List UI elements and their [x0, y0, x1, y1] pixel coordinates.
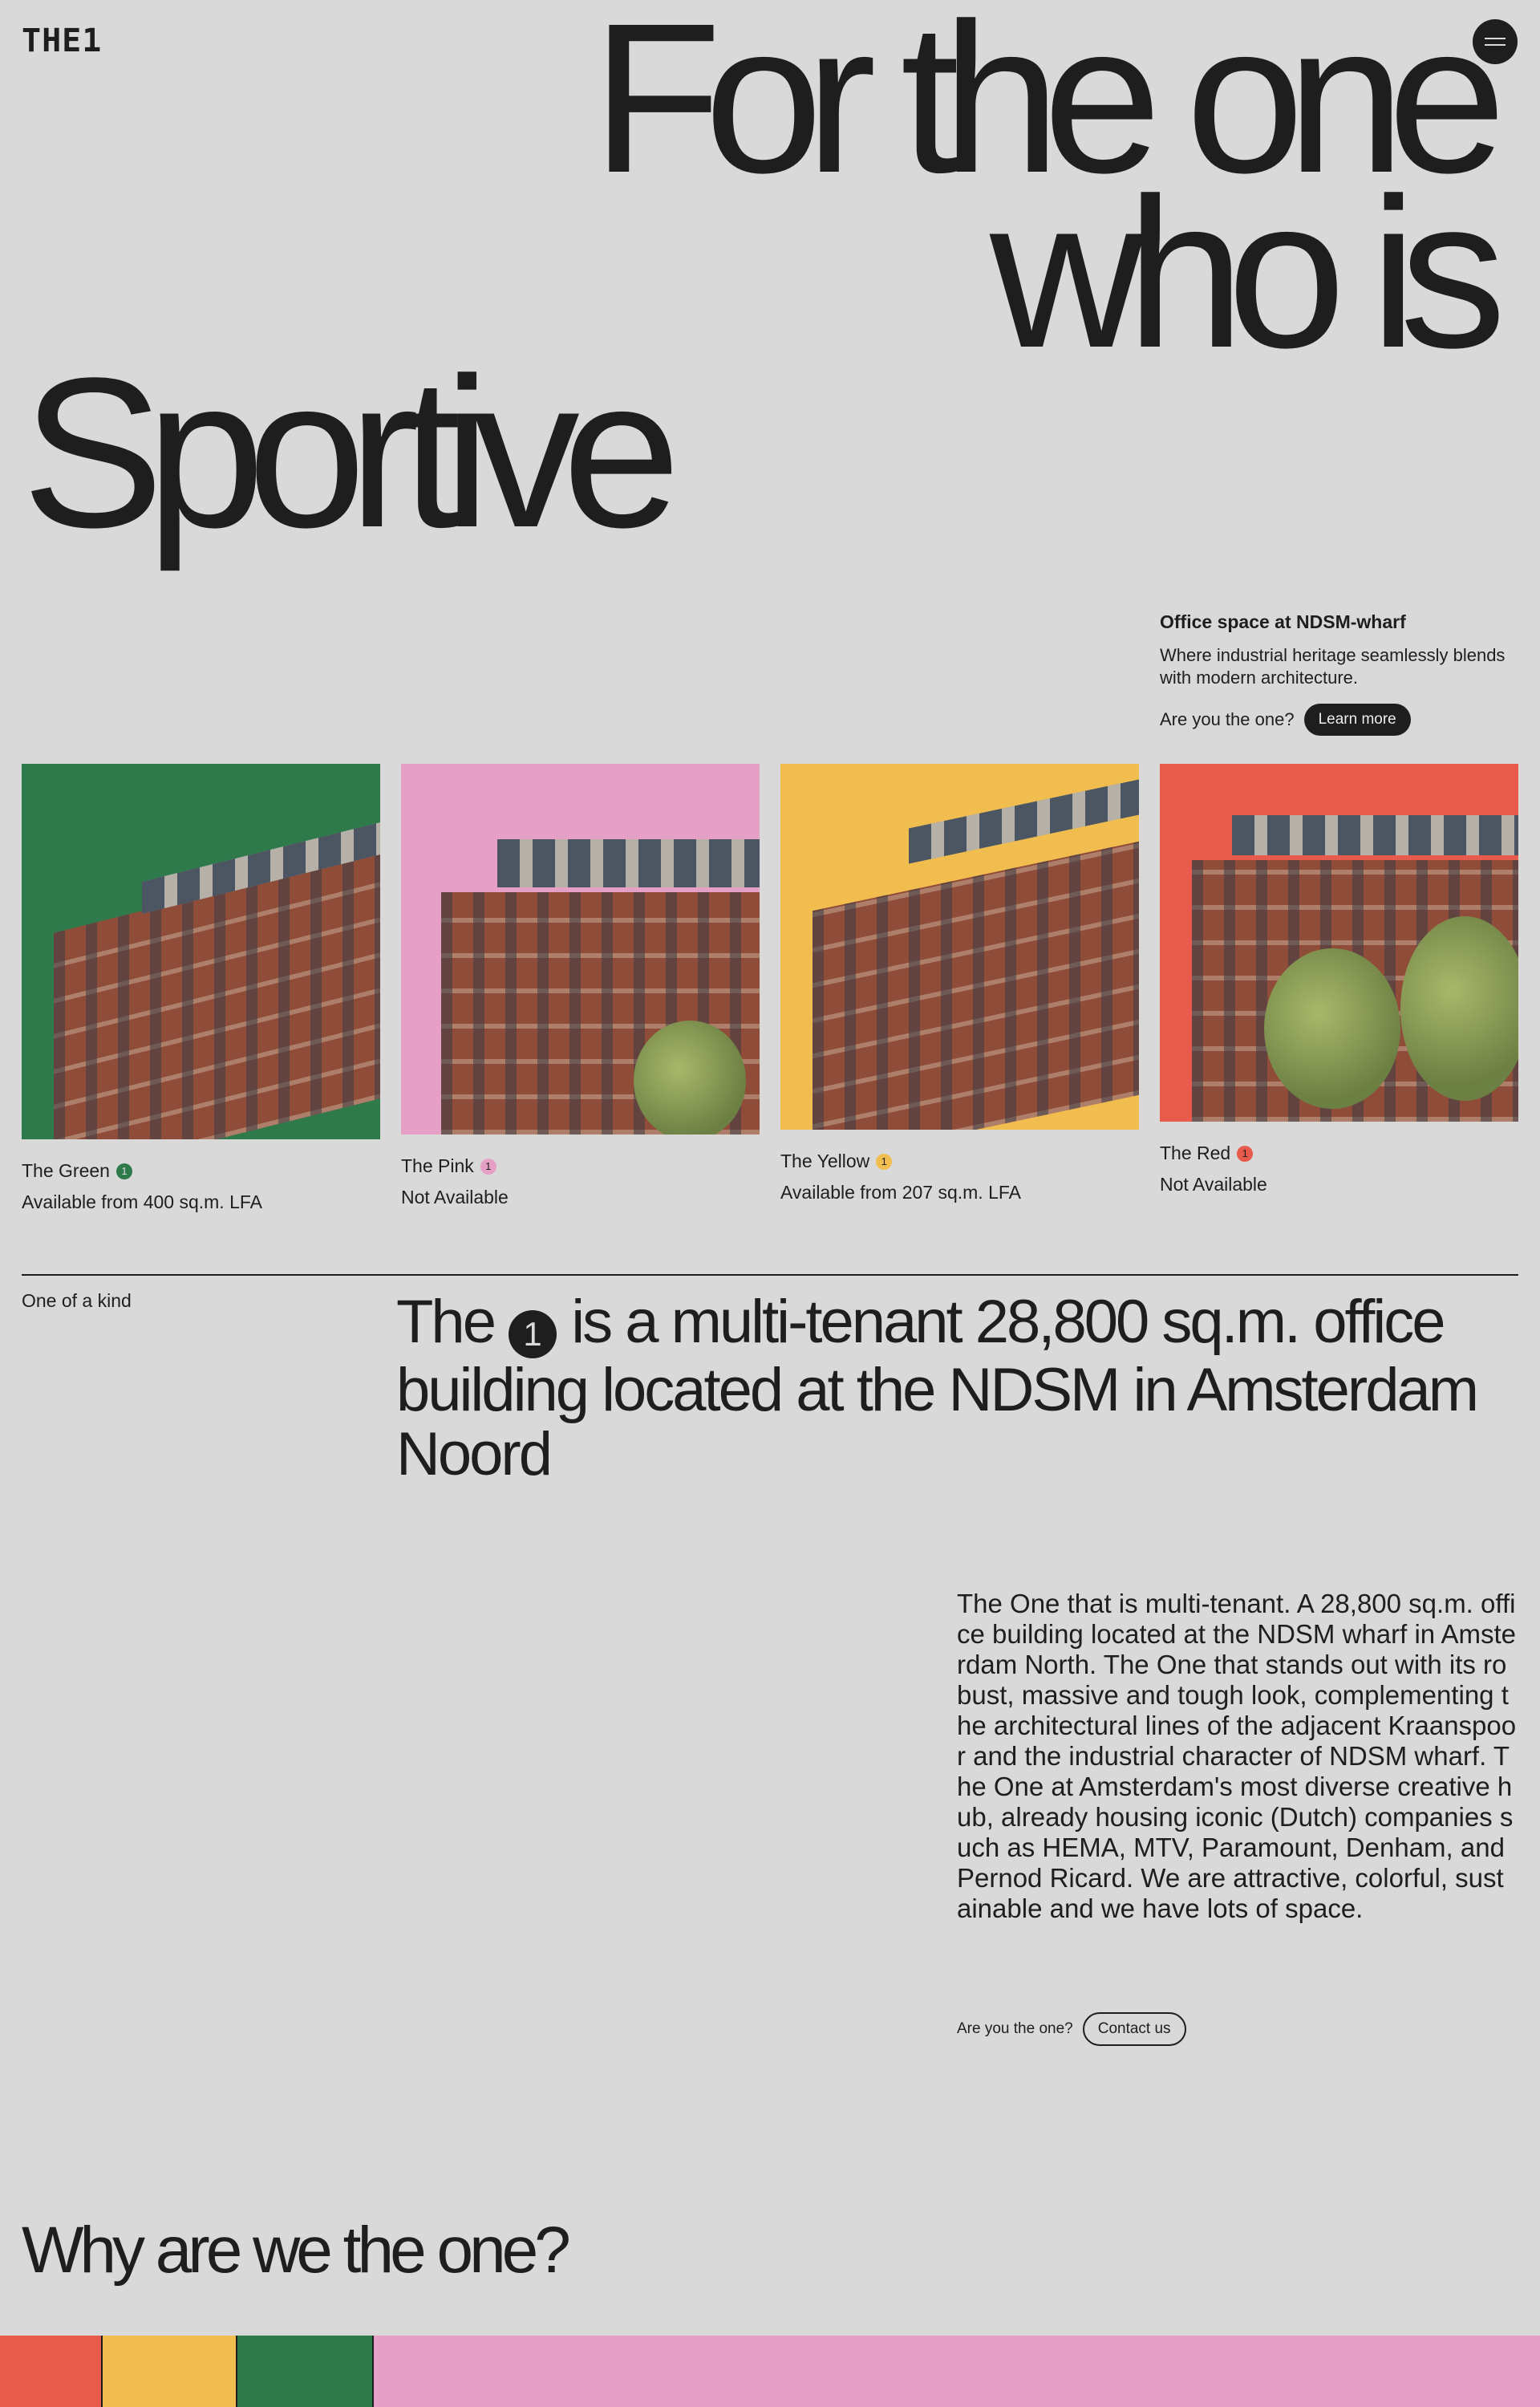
color-bar — [0, 2336, 1540, 2407]
building-availability: Available from 207 sq.m. LFA — [780, 1182, 1021, 1203]
building-card-red[interactable] — [1160, 764, 1518, 1195]
building-name — [780, 1151, 1139, 1172]
office-description: Where industrial heritage seamlessly blends with modern architecture. — [1160, 645, 1506, 688]
hero-line-1: For the one — [591, 0, 1489, 217]
section-label: One of a kind — [22, 1290, 132, 1311]
color-bar-pink[interactable] — [374, 2336, 1540, 2407]
contact-question: Are you the one? — [957, 2020, 1073, 2037]
headline-pre: The — [396, 1288, 494, 1356]
building-card-pink[interactable] — [401, 764, 760, 1208]
hero-line-2: who is — [990, 154, 1489, 392]
building-availability: Not Available — [401, 1187, 509, 1208]
contact-us-button[interactable]: Contact us — [1083, 2012, 1186, 2046]
hero-line-3: Sportive — [22, 334, 663, 572]
building-image-green[interactable] — [22, 764, 380, 1139]
building-badge: 1 — [876, 1154, 892, 1170]
intro-body: The One that is multi-tenant. A 28,800 sq.m. office building located at the NDSM wharf in Amsterdam North. The One that stands out with its robust, massive and tough look, complementing the architectural lines of the adjacent Kraanspoor and the industrial character of NDSM wharf. The One at Amsterdam's most diverse creative hub, already housing iconic (Dutch) companies such as HEMA, MTV, Paramount, Denham, and Pernod Ricard. We are attractive, colorful, sustainable and we have lots of space. — [957, 1589, 1517, 1923]
intro-headline — [396, 1290, 1519, 1487]
building-card-green[interactable] — [22, 764, 380, 1213]
office-cta — [1160, 704, 1517, 736]
headline-post: is a multi-tenant 28,800 sq.m. office building located at the NDSM in Amsterdam Noord — [396, 1288, 1477, 1488]
logo[interactable]: THE1 — [22, 22, 103, 59]
color-bar-green[interactable] — [237, 2336, 374, 2407]
building-name — [1160, 1143, 1518, 1164]
office-title: Office space at NDSM-wharf — [1160, 611, 1406, 632]
building-availability: Available from 400 sq.m. LFA — [22, 1191, 262, 1212]
building-badge: 1 — [1237, 1146, 1253, 1162]
building-name-text: The Yellow — [780, 1151, 870, 1171]
building-image-pink[interactable] — [401, 764, 760, 1134]
hero-heading — [0, 0, 1540, 594]
building-image-yellow[interactable] — [780, 764, 1139, 1130]
color-bar-yellow[interactable] — [103, 2336, 237, 2407]
office-question: Are you the one? — [1160, 709, 1295, 729]
building-name-text: The Red — [1160, 1143, 1231, 1163]
why-heading: Why are we the one? — [22, 2214, 567, 2287]
office-info — [1160, 611, 1517, 736]
building-image-red[interactable] — [1160, 764, 1518, 1122]
building-name-text: The Green — [22, 1160, 110, 1181]
learn-more-button[interactable]: Learn more — [1304, 704, 1411, 736]
contact-cta — [957, 2012, 1186, 2046]
building-name — [22, 1160, 380, 1182]
one-badge-icon: 1 — [509, 1310, 557, 1358]
building-badge: 1 — [480, 1159, 496, 1175]
building-name-text: The Pink — [401, 1155, 474, 1176]
building-badge: 1 — [116, 1163, 132, 1179]
building-availability: Not Available — [1160, 1174, 1267, 1195]
building-name — [401, 1155, 760, 1177]
building-card-yellow[interactable] — [780, 764, 1139, 1204]
section-divider — [22, 1274, 1518, 1276]
color-bar-red[interactable] — [0, 2336, 103, 2407]
